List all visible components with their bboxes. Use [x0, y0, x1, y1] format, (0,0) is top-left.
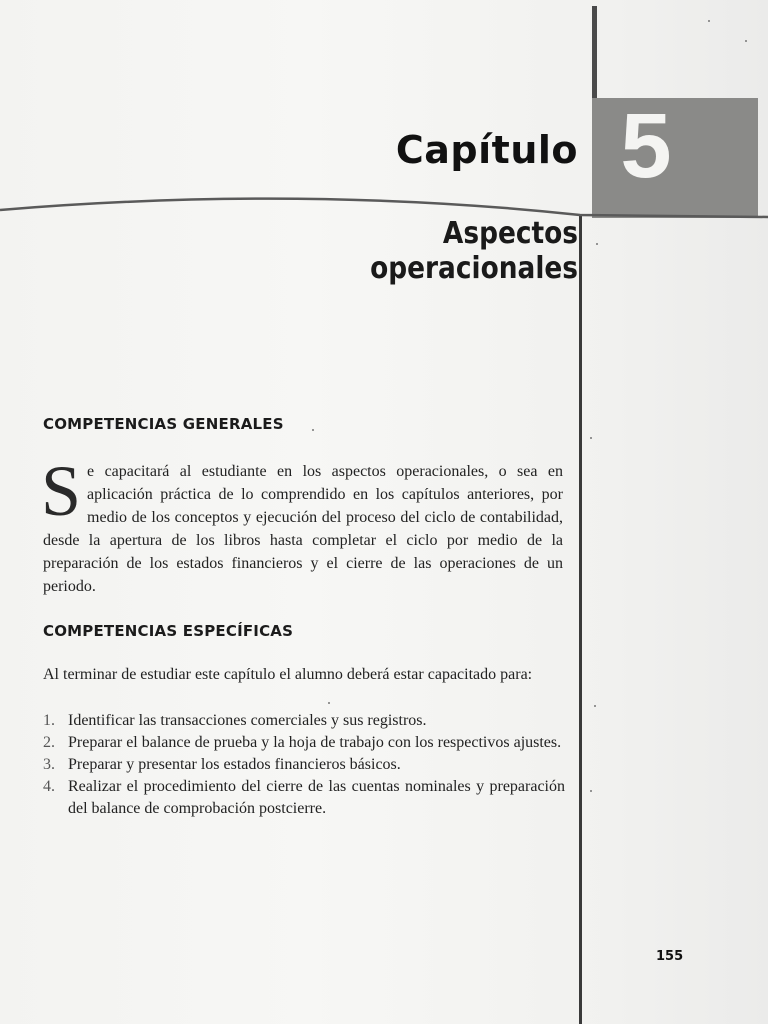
list-item [43, 732, 565, 754]
scan-speck [312, 429, 314, 431]
drop-cap: S [41, 451, 82, 531]
list-item-number: 3. [43, 756, 55, 773]
scan-speck [708, 20, 710, 22]
list-item-number: 2. [43, 734, 55, 751]
page-number: 155 [656, 949, 684, 964]
competency-list [43, 710, 565, 820]
scan-speck [596, 243, 598, 245]
chapter-title: Aspectos operacionales [370, 216, 578, 286]
page-vertical-rule [579, 215, 582, 1024]
chapter-label: Capítulo [395, 128, 578, 172]
list-item-text: Preparar el balance de prueba y la hoja de trabajo con los respectivos ajustes. [68, 734, 562, 751]
scan-speck [745, 40, 747, 42]
list-item-text: Realizar el procedimiento del cierre de las cuentas nominales y preparación del balance de comprobación postcierre. [68, 778, 565, 817]
general-competencies-paragraph [41, 451, 563, 598]
specific-competencies-heading: COMPETENCIAS ESPECÍFICAS [43, 622, 294, 640]
general-competencies-heading: COMPETENCIAS GENERALES [43, 415, 284, 433]
list-item-text: Identificar las transacciones comerciales y sus registros. [68, 712, 427, 729]
chapter-number: 5 [620, 95, 672, 197]
scan-speck [594, 705, 596, 707]
list-item-text: Preparar y presentar los estados financieros básicos. [68, 756, 401, 773]
specific-competencies-lead: Al terminar de estudiar este capítulo el alumno deberá estar capacitado para: [43, 666, 533, 683]
scan-speck [590, 790, 592, 792]
list-item-number: 1. [43, 712, 55, 729]
list-item [43, 776, 565, 820]
list-item [43, 754, 565, 776]
scan-speck [328, 702, 330, 704]
list-item [43, 710, 565, 732]
general-competencies-text: e capacitará al estudiante en los aspectos operacionales, o sea en aplicación práctica de lo comprendido en los capítulos anteriores, por medio de los conceptos y ejecución del proceso del ciclo de contabilidad, desde la apertura de los libros hasta completar el ciclo por medio de la preparación de los estados financieros y el cierre de las operaciones de un periodo. [43, 463, 563, 595]
scan-speck [590, 437, 592, 439]
list-item-number: 4. [43, 778, 55, 795]
